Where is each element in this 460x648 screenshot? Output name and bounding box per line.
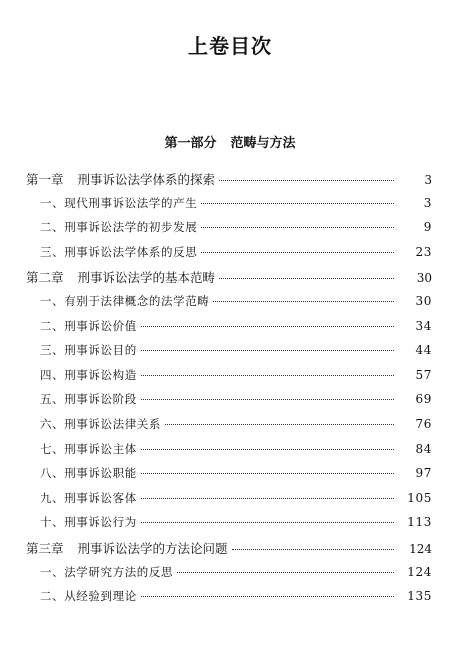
toc-entry-label	[26, 170, 215, 188]
toc-section-entry	[0, 318, 460, 336]
toc-section-entry	[0, 514, 460, 532]
toc-entry-label	[40, 195, 197, 211]
toc-entry-label	[40, 465, 137, 481]
chapter-number: 第一章	[26, 172, 64, 187]
dot-leader	[219, 180, 394, 181]
page-number: 124	[409, 542, 432, 556]
chapter-title: 刑事诉讼法学的方法论问题	[77, 541, 228, 556]
toc-section-entry	[0, 219, 460, 237]
section-title: 十、刑事诉讼行为	[40, 515, 137, 530]
dot-leader	[141, 399, 394, 400]
dot-leader	[141, 596, 394, 597]
page-number: 23	[415, 244, 432, 259]
page-number: 57	[415, 367, 432, 382]
toc-chapter-entry	[0, 268, 460, 286]
page-number: 34	[415, 318, 432, 333]
toc-entry-label	[40, 244, 197, 260]
toc-section-entry	[0, 416, 460, 434]
toc-entry-label	[26, 539, 228, 557]
dot-leader	[141, 449, 394, 450]
toc-section-entry	[0, 195, 460, 213]
toc-entry-label	[40, 342, 137, 358]
part-title	[0, 132, 460, 151]
toc-entry-label	[26, 268, 215, 286]
section-title: 二、从经验到理论	[40, 589, 137, 604]
dot-leader	[165, 424, 394, 425]
page-number: 135	[407, 589, 432, 604]
page-number: 113	[407, 515, 432, 530]
section-title: 八、刑事诉讼职能	[40, 466, 137, 481]
chapter-number: 第三章	[26, 541, 64, 556]
toc-chapter-entry	[0, 170, 460, 188]
chapter-number: 第二章	[26, 270, 64, 286]
page-number: 76	[415, 417, 432, 431]
toc-entry-label	[40, 367, 137, 383]
section-title: 五、刑事诉讼阶段	[40, 392, 137, 407]
dot-leader	[141, 473, 394, 474]
page-number: 3	[423, 195, 432, 210]
dot-leader	[141, 522, 394, 523]
toc-section-entry	[0, 244, 460, 262]
toc-entry-label	[40, 391, 137, 407]
page-number: 69	[415, 392, 432, 407]
dot-leader	[201, 227, 394, 228]
page-number: 9	[423, 220, 432, 235]
toc-entry-label	[40, 416, 161, 432]
section-title: 一、现代刑事诉讼法学的产生	[40, 195, 198, 210]
page-number: 30	[416, 271, 432, 286]
page-number: 44	[415, 343, 432, 358]
page-number: 105	[407, 490, 432, 505]
section-title: 六、刑事诉讼法律关系	[40, 417, 161, 431]
toc-entry-label	[40, 588, 137, 604]
dot-leader	[141, 375, 394, 376]
section-title: 七、刑事诉讼主体	[40, 441, 137, 456]
toc-entry-label	[40, 514, 137, 530]
section-title: 二、刑事诉讼价值	[40, 318, 137, 333]
page-number: 30	[415, 294, 432, 308]
toc-section-entry	[0, 490, 460, 508]
page-title: 上卷目次	[188, 34, 272, 58]
section-title: 三、刑事诉讼目的	[40, 343, 137, 358]
dot-leader	[219, 278, 394, 279]
toc-chapter-entry	[0, 539, 460, 557]
toc-section-entry	[0, 564, 460, 582]
toc-entry-label	[40, 564, 173, 580]
toc-section-entry	[0, 293, 460, 311]
section-title: 四、刑事诉讼构造	[40, 367, 137, 382]
dot-leader	[213, 301, 394, 302]
dot-leader	[232, 549, 394, 550]
toc-entry-label	[40, 490, 137, 506]
toc-section-entry	[0, 465, 460, 483]
part-name: 范畴与方法	[230, 136, 296, 151]
dot-leader	[141, 498, 394, 499]
dot-leader	[177, 572, 394, 573]
toc-entry-label	[40, 219, 197, 235]
section-title: 二、刑事诉讼法学的初步发展	[40, 220, 198, 235]
page-number: 84	[415, 441, 432, 456]
chapter-title: 刑事诉讼法学的基本范畴	[77, 270, 216, 286]
toc-section-entry	[0, 367, 460, 385]
dot-leader	[141, 350, 394, 351]
dot-leader	[141, 326, 394, 327]
section-title: 三、刑事诉讼法学体系的反思	[40, 244, 198, 259]
toc-entry-label	[40, 318, 137, 334]
toc-section-entry	[0, 391, 460, 409]
toc-section-entry	[0, 441, 460, 459]
toc-entry-label	[40, 441, 137, 457]
section-title: 九、刑事诉讼客体	[40, 490, 137, 505]
toc-section-entry	[0, 588, 460, 606]
toc-section-entry	[0, 342, 460, 360]
section-title: 一、法学研究方法的反思	[40, 564, 174, 579]
dot-leader	[201, 203, 394, 204]
dot-leader	[201, 252, 394, 253]
toc-entry-label	[40, 293, 209, 309]
page-number: 124	[407, 564, 432, 579]
part-number: 第一部分	[164, 136, 217, 151]
page-number: 3	[424, 173, 432, 187]
page-number: 97	[415, 466, 432, 481]
chapter-title: 刑事诉讼法学体系的探索	[77, 172, 216, 187]
section-title: 一、有别于法律概念的法学范畴	[40, 294, 210, 308]
